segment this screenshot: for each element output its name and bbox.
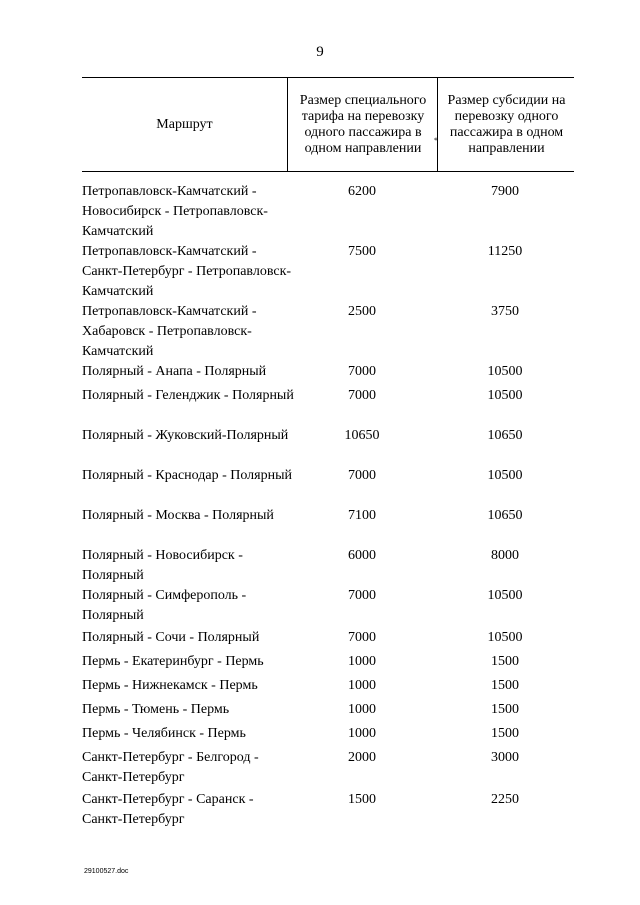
table-row: [82, 466, 574, 506]
tariff-header-label: Размер специального тарифа на перевозку одного пассажира в одном направлении: [299, 92, 427, 156]
table-row: [82, 586, 574, 628]
subsidy-cell: 10650: [487, 508, 523, 523]
subsidy-cell: 10500: [487, 364, 523, 379]
subsidy-cell: 10500: [487, 630, 523, 645]
tariff-column-header: [287, 78, 438, 171]
route-cell: Полярный - Краснодар - Полярный: [82, 468, 292, 483]
subsidy-cell: 7900: [491, 184, 519, 199]
route-header-label: Маршрут: [156, 116, 213, 132]
subsidy-cell: 2250: [491, 792, 519, 807]
tariff-cell: 6200: [348, 184, 376, 199]
table-row: [82, 242, 574, 302]
table-row: [82, 546, 574, 586]
tariff-cell: 1000: [348, 654, 376, 669]
route-cell: Полярный - Москва - Полярный: [82, 508, 274, 523]
table-row: [82, 676, 574, 700]
table-row: [82, 700, 574, 724]
route-cell: Санкт-Петербург - Саранск - Санкт-Петербург: [82, 792, 254, 827]
subsidy-cell: 10650: [487, 428, 523, 443]
route-cell: Полярный - Новосибирск - Полярный: [82, 548, 243, 583]
tariff-cell: 7000: [348, 588, 376, 603]
tariff-cell: 7000: [348, 468, 376, 483]
subsidy-cell: 10500: [487, 588, 523, 603]
table-row: [82, 386, 574, 426]
route-cell: Полярный - Сочи - Полярный: [82, 630, 260, 645]
tariff-cell: 2500: [348, 304, 376, 319]
footnote-mark: *: [434, 135, 438, 145]
route-cell: Пермь - Тюмень - Пермь: [82, 702, 230, 717]
route-column-header: [82, 78, 287, 171]
tariff-cell: 1000: [348, 702, 376, 717]
route-cell: Полярный - Симферополь - Полярный: [82, 588, 247, 623]
tariff-cell: 10650: [344, 428, 380, 443]
subsidy-cell: 11250: [487, 244, 523, 259]
subsidy-cell: 1500: [491, 678, 519, 693]
route-cell: Пермь - Екатеринбург - Пермь: [82, 654, 264, 669]
table-row: [82, 506, 574, 546]
table-row: [82, 426, 574, 466]
subsidy-cell: 1500: [491, 726, 519, 741]
route-cell: Пермь - Нижнекамск - Пермь: [82, 678, 258, 693]
route-cell: Санкт-Петербург - Белгород - Санкт-Петербург: [82, 750, 259, 785]
subsidy-column-header: [437, 78, 575, 171]
tariff-cell: 7000: [348, 630, 376, 645]
subsidy-header-label: Размер субсидии на перевозку одного пассажира в одном направлении: [447, 92, 566, 156]
table-row: [82, 302, 574, 362]
table-row: [82, 652, 574, 676]
table-row: [82, 790, 574, 832]
subsidy-cell: 3000: [491, 750, 519, 765]
route-cell: Полярный - Геленджик - Полярный: [82, 388, 294, 403]
table-row: [82, 182, 574, 242]
tariff-cell: 7000: [348, 364, 376, 379]
subsidy-cell: 1500: [491, 654, 519, 669]
table-row: [82, 748, 574, 790]
page-number: 9: [316, 44, 324, 60]
route-cell: Пермь - Челябинск - Пермь: [82, 726, 246, 741]
table-row: [82, 362, 574, 386]
tariff-cell: 7500: [348, 244, 376, 259]
table-row: [82, 724, 574, 748]
tariff-cell: 7100: [348, 508, 376, 523]
table-body: [82, 182, 574, 832]
route-cell: Полярный - Жуковский-Полярный: [82, 428, 289, 443]
tariff-cell: 1000: [348, 678, 376, 693]
route-cell: Петропавловск-Камчатский - Хабаровск - Петропавловск-Камчатский: [82, 304, 257, 359]
table-header: [82, 77, 574, 172]
tariff-cell: 7000: [348, 388, 376, 403]
document-reference: 29100527.doc: [84, 868, 129, 875]
route-cell: Петропавловск-Камчатский - Новосибирск - Петропавловск-Камчатский: [82, 184, 268, 239]
tariff-cell: 6000: [348, 548, 376, 563]
subsidy-cell: 8000: [491, 548, 519, 563]
subsidy-cell: 10500: [487, 388, 523, 403]
subsidy-cell: 1500: [491, 702, 519, 717]
route-cell: Полярный - Анапа - Полярный: [82, 364, 267, 379]
route-cell: Петропавловск-Камчатский - Санкт-Петербург - Петропавловск-Камчатский: [82, 244, 292, 299]
subsidy-cell: 3750: [491, 304, 519, 319]
tariff-cell: 2000: [348, 750, 376, 765]
tariff-cell: 1500: [348, 792, 376, 807]
table-row: [82, 628, 574, 652]
subsidy-cell: 10500: [487, 468, 523, 483]
tariff-cell: 1000: [348, 726, 376, 741]
